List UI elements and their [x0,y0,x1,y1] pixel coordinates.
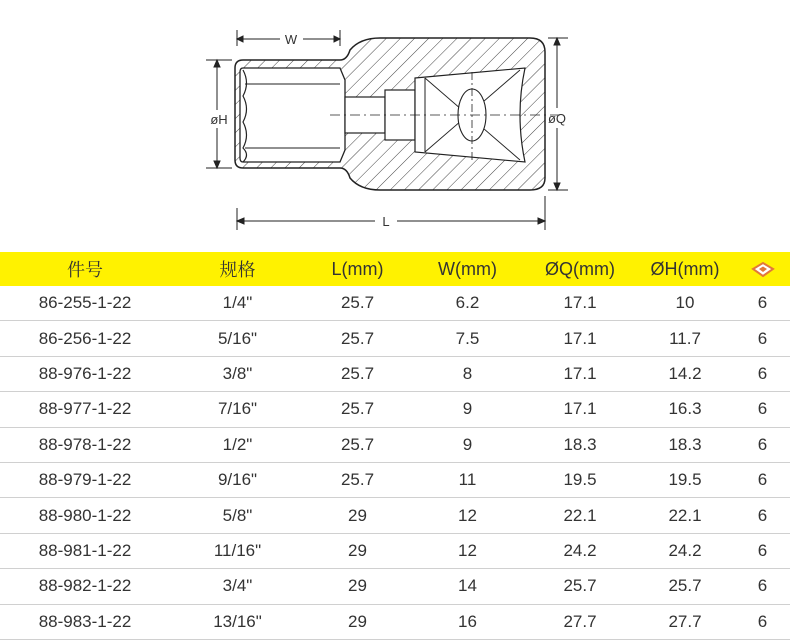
cell-part-number: 86-256-1-22 [0,321,170,356]
cell-size: 11/16" [170,533,305,568]
header-width: W(mm) [410,252,525,286]
cell-head-diameter: 22.1 [635,498,735,533]
cell-part-number: 88-977-1-22 [0,392,170,427]
table-row [0,533,790,568]
cell-head-diameter: 25.7 [635,569,735,604]
cell-outer-diameter: 27.7 [525,604,635,639]
table-row [0,321,790,356]
hex-point-icon [751,261,775,279]
cell-width: 12 [410,533,525,568]
cell-head-diameter: 14.2 [635,356,735,391]
cell-outer-diameter: 17.1 [525,356,635,391]
cell-outer-diameter: 19.5 [525,462,635,497]
cell-point-count: 6 [735,321,790,356]
header-outer-diameter: ØQ(mm) [525,252,635,286]
h-dimension-label: øH [210,112,228,127]
cell-size: 5/8" [170,498,305,533]
cell-size: 3/4" [170,569,305,604]
cell-length: 29 [305,533,410,568]
cell-length: 25.7 [305,427,410,462]
cell-size: 3/8" [170,356,305,391]
cell-outer-diameter: 17.1 [525,321,635,356]
table-row [0,286,790,321]
cell-point-count: 6 [735,392,790,427]
cell-head-diameter: 11.7 [635,321,735,356]
cell-point-count: 6 [735,498,790,533]
cell-point-count: 6 [735,533,790,568]
cell-length: 25.7 [305,356,410,391]
cell-outer-diameter: 17.1 [525,392,635,427]
cell-width: 12 [410,498,525,533]
socket-section-diagram [0,0,790,250]
cell-part-number: 88-982-1-22 [0,569,170,604]
header-part-number: 件号 [0,252,170,286]
table-row [0,462,790,497]
cell-part-number: 86-255-1-22 [0,286,170,321]
cell-head-diameter: 10 [635,286,735,321]
cell-point-count: 6 [735,462,790,497]
cell-outer-diameter: 25.7 [525,569,635,604]
cell-point-count: 6 [735,286,790,321]
cell-outer-diameter: 24.2 [525,533,635,568]
header-point-count [735,252,790,286]
cell-head-diameter: 24.2 [635,533,735,568]
table-row [0,569,790,604]
cell-width: 9 [410,427,525,462]
cell-width: 8 [410,356,525,391]
q-dimension-label: øQ [547,111,567,126]
header-size: 规格 [170,252,305,286]
table-header-row [0,252,790,286]
cell-outer-diameter: 22.1 [525,498,635,533]
cell-point-count: 6 [735,604,790,639]
cell-length: 29 [305,498,410,533]
cell-length: 25.7 [305,321,410,356]
cell-width: 9 [410,392,525,427]
cell-part-number: 88-981-1-22 [0,533,170,568]
header-length: L(mm) [305,252,410,286]
cell-length: 29 [305,569,410,604]
cell-width: 16 [410,604,525,639]
spec-table [0,252,790,640]
cell-head-diameter: 19.5 [635,462,735,497]
cell-length: 25.7 [305,462,410,497]
socket-body [235,38,560,190]
cell-size: 9/16" [170,462,305,497]
cell-point-count: 6 [735,356,790,391]
cell-part-number: 88-979-1-22 [0,462,170,497]
table-row [0,604,790,639]
cell-outer-diameter: 18.3 [525,427,635,462]
cell-size: 13/16" [170,604,305,639]
w-dimension-label: W [284,32,298,47]
cell-head-diameter: 18.3 [635,427,735,462]
cell-width: 11 [410,462,525,497]
cell-outer-diameter: 17.1 [525,286,635,321]
cell-part-number: 88-978-1-22 [0,427,170,462]
cell-point-count: 6 [735,569,790,604]
cell-width: 7.5 [410,321,525,356]
cell-size: 1/2" [170,427,305,462]
cell-part-number: 88-976-1-22 [0,356,170,391]
cell-point-count: 6 [735,427,790,462]
cell-length: 29 [305,604,410,639]
cell-head-diameter: 16.3 [635,392,735,427]
cell-size: 7/16" [170,392,305,427]
cell-part-number: 88-980-1-22 [0,498,170,533]
cell-width: 14 [410,569,525,604]
cell-length: 25.7 [305,392,410,427]
header-head-diameter: ØH(mm) [635,252,735,286]
cell-size: 1/4" [170,286,305,321]
table-row [0,392,790,427]
table-row [0,498,790,533]
l-dimension-label: L [382,214,390,229]
cell-length: 25.7 [305,286,410,321]
cell-part-number: 88-983-1-22 [0,604,170,639]
cell-head-diameter: 27.7 [635,604,735,639]
table-row [0,356,790,391]
table-row [0,427,790,462]
cell-width: 6.2 [410,286,525,321]
table-body [0,286,790,639]
cell-size: 5/16" [170,321,305,356]
